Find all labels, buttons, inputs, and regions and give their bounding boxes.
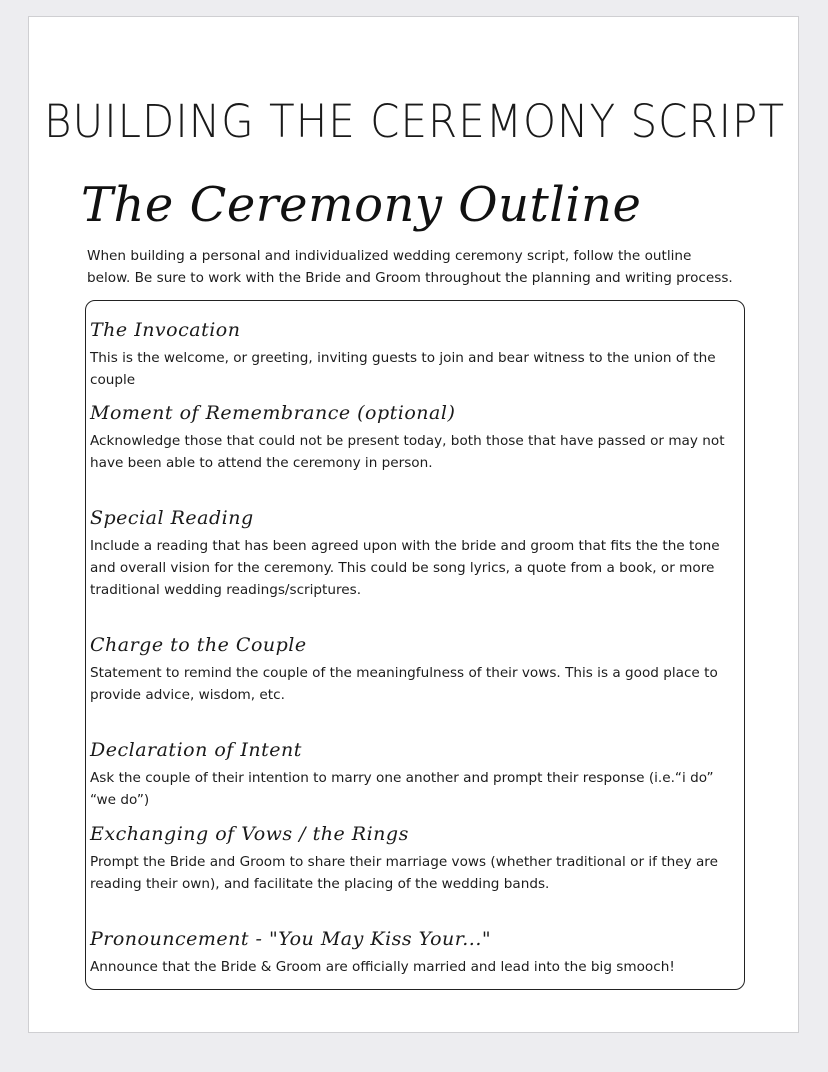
outline-item-charge xyxy=(90,630,740,706)
page-title: BUILDING THE CEREMONY SCRIPT xyxy=(43,95,786,148)
outline-item-body: Acknowledge those that could not be present today, both those that have passed or may not have been able to attend the ceremony in person. xyxy=(90,433,725,471)
outline-item-title: Pronouncement - "You May Kiss Your..." xyxy=(90,928,492,950)
section-heading: The Ceremony Outline xyxy=(81,177,642,233)
document-page xyxy=(28,16,799,1033)
outline-item-title: Exchanging of Vows / the Rings xyxy=(90,823,409,845)
outline-item-title: Charge to the Couple xyxy=(90,634,307,656)
intro-paragraph: When building a personal and individualized wedding ceremony script, follow the outline below. Be sure to work with the Bride and Groom throughout the planning and writing process. xyxy=(87,248,733,286)
outline-item-declaration xyxy=(90,735,740,811)
outline-item-remembrance xyxy=(90,398,740,474)
outline-item-pronouncement xyxy=(90,924,740,978)
outline-item-special-reading xyxy=(90,503,740,601)
outline-item-body: Prompt the Bride and Groom to share their marriage vows (whether traditional or if they are reading their own), and facilitate the placing of the wedding bands. xyxy=(90,854,718,892)
outline-item-body: This is the welcome, or greeting, inviting guests to join and bear witness to the union of the couple xyxy=(90,350,716,388)
outline-item-body: Statement to remind the couple of the meaningfulness of their vows. This is a good place to provide advice, wisdom, etc. xyxy=(90,665,718,703)
outline-box xyxy=(85,300,745,990)
outline-item-title: Special Reading xyxy=(90,507,254,529)
outline-item-body: Include a reading that has been agreed upon with the bride and groom that fits the the tone and overall vision for the ceremony. This could be song lyrics, a quote from a book, or more traditional wedding readings/scriptures. xyxy=(90,538,720,598)
outline-item-title: Moment of Remembrance (optional) xyxy=(90,402,456,424)
outline-item-title: Declaration of Intent xyxy=(90,739,302,761)
outline-item-title: The Invocation xyxy=(90,319,241,341)
outline-item-body: Announce that the Bride & Groom are officially married and lead into the big smooch! xyxy=(90,959,675,975)
outline-item-body: Ask the couple of their intention to marry one another and prompt their response (i.e.“i do” “we do”) xyxy=(90,770,714,808)
outline-item-vows xyxy=(90,819,740,895)
outline-item-invocation xyxy=(90,315,740,391)
